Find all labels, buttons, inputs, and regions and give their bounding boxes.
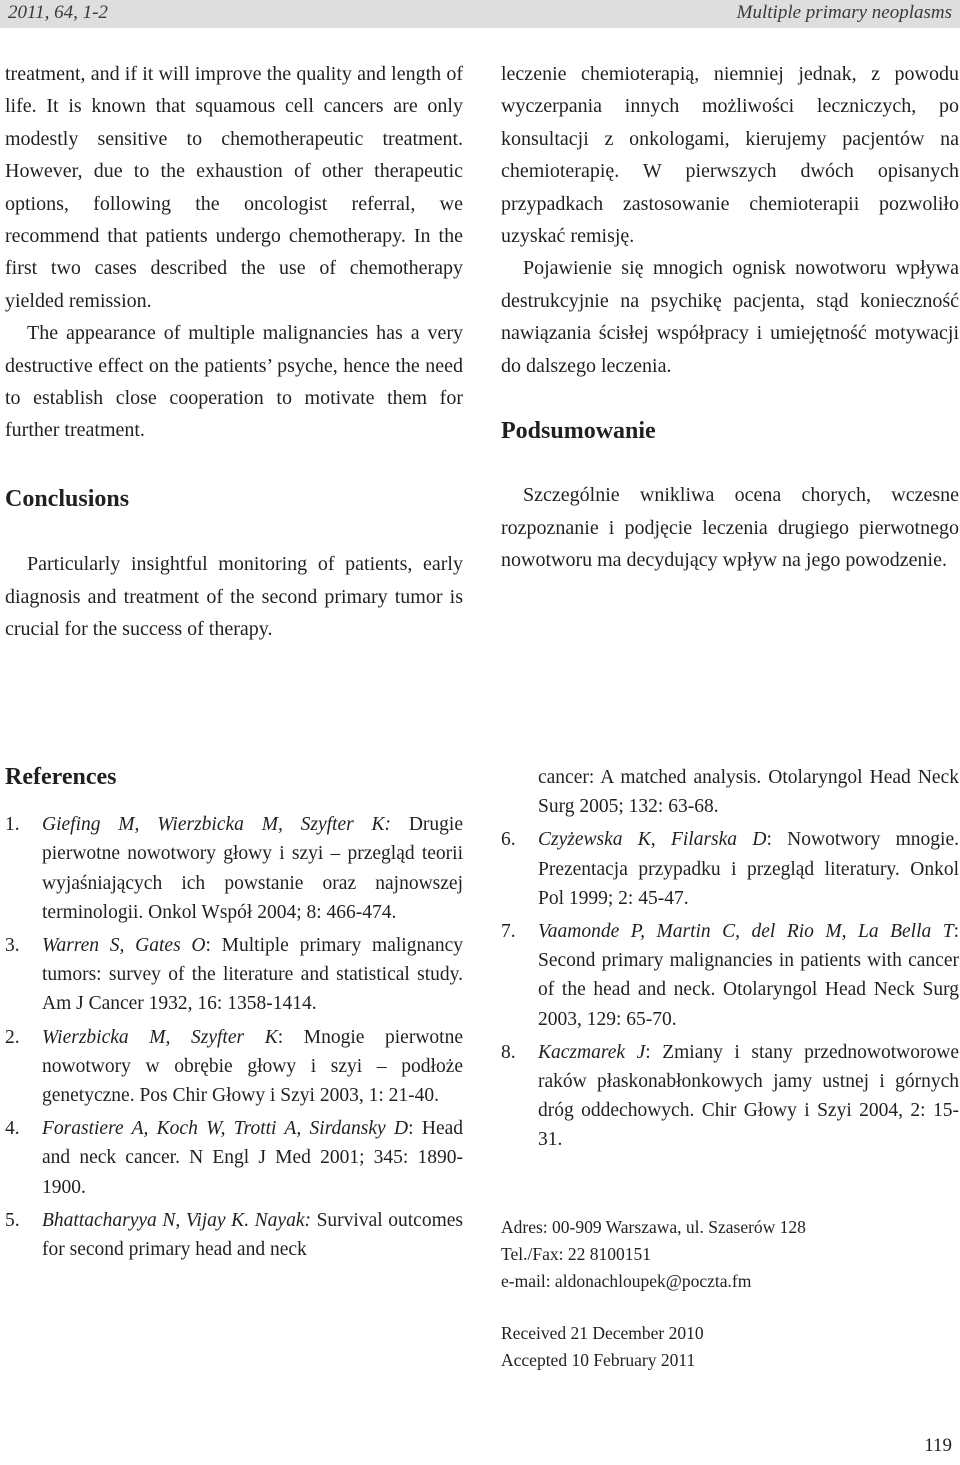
address-line: Adres: 00-909 Warszawa, ul. Szaserów 128 bbox=[501, 1217, 806, 1237]
reference-number: 5. bbox=[5, 1209, 20, 1231]
reference-item bbox=[501, 825, 959, 913]
phone-fax: Tel./Fax: 22 8100151 bbox=[501, 1244, 651, 1264]
conclusions-text: Particularly insightful monitoring of patients, early diagnosis and treatment of the second primary tumor is crucial for the success of therapy. bbox=[5, 553, 463, 641]
reference-authors: Czyżewska K, Filarska D bbox=[538, 829, 767, 851]
reference-text: Survival outcomes for second primary head and neck bbox=[42, 1209, 463, 1261]
manuscript-dates bbox=[501, 1320, 704, 1374]
reference-authors: Wierzbicka M, Szyfter K bbox=[42, 1026, 278, 1048]
reference-number: 3. bbox=[5, 935, 20, 957]
reference-authors: Warren S, Gates O bbox=[42, 935, 206, 957]
reference-text: : Multiple primary malignancy tumors: survey of the literature and statistical study. Am J Cancer 1932, 16: 1358-1414. bbox=[42, 935, 464, 1015]
right-column bbox=[501, 58, 959, 577]
running-title: Multiple primary neoplasms bbox=[736, 2, 952, 23]
reference-text: : Nowotwory mnogie. Prezentacja przypadku i przegląd literatury. Onkol Pol 1999; 2: 45-47. bbox=[538, 829, 959, 909]
reference-number: 1. bbox=[5, 814, 20, 836]
reference-number: 7. bbox=[501, 921, 516, 943]
email: e-mail: aldonachloupek@poczta.fm bbox=[501, 1271, 752, 1291]
left-paragraph-2: The appearance of multiple malignancies has a very destructive effect on the patients’ psyche, hence the need to establish close cooperation to motivate them for further treatment. bbox=[5, 322, 463, 442]
reference-authors: Bhattacharyya N, Vijay K. Nayak: bbox=[42, 1209, 311, 1231]
references-heading: References bbox=[5, 764, 117, 790]
reference-text: : Zmiany i stany przednowotworowe raków płaskonabłonkowych jamy ustnej i górnych dróg oddechowych. Chir Głowy i Szyi 2004, 2: 15-31. bbox=[538, 1041, 959, 1151]
reference-authors: Forastiere A, Koch W, Trotti A, Sirdansky D bbox=[42, 1118, 409, 1140]
reference-authors: Vaamonde P, Martin C, del Rio M, La Bella T bbox=[538, 921, 954, 943]
reference-continuation: cancer: A matched analysis. Otolaryngol Head Neck Surg 2005; 132: 63-68. bbox=[538, 767, 959, 818]
right-paragraph-2: Pojawienie się mnogich ognisk nowotworu wpływa destrukcyjnie na psychikę pacjenta, stąd konieczność nawiązania ścisłej współpracy i umiejętność motywacji do dalszego leczenia. bbox=[501, 257, 959, 377]
podsumowanie-text: Szczególnie wnikliwa ocena chorych, wczesne rozpoznanie i podjęcie leczenia drugiego pierwotnego nowotworu ma decydujący wpływ na jego powodzenie. bbox=[501, 484, 959, 572]
reference-item bbox=[5, 1023, 463, 1111]
reference-item bbox=[5, 1114, 463, 1202]
reference-number: 2. bbox=[5, 1026, 20, 1048]
reference-text: : Second primary malignancies in patients with cancer of the head and neck. Otolaryngol Head Neck Surg 2003, 129: 65-70. bbox=[538, 921, 959, 1030]
accepted-date: Accepted 10 February 2011 bbox=[501, 1350, 696, 1370]
reference-item bbox=[501, 1038, 959, 1155]
references-left bbox=[5, 763, 463, 1268]
reference-number: 6. bbox=[501, 829, 516, 851]
reference-item bbox=[501, 917, 959, 1034]
reference-number: 8. bbox=[501, 1041, 516, 1063]
conclusions-heading: Conclusions bbox=[5, 485, 130, 512]
reference-item bbox=[5, 931, 463, 1019]
reference-text: Drugie pierwotne nowotwory głowy i szyi – przegląd teorii wyjaśniających ich powstanie oraz najnowszej terminologii. Onkol Współ 2004; 8: 466-474. bbox=[42, 814, 463, 923]
reference-text: : Mnogie pierwotne nowotwory w obrębie głowy i szyi – podłoże genetyczne. Pos Chir Głowy i Szyi 2003, 1: 21-40. bbox=[42, 1026, 463, 1107]
reference-authors: Kaczmarek J bbox=[538, 1041, 646, 1063]
reference-text: : Head and neck cancer. N Engl J Med 2001; 345: 1890-1900. bbox=[42, 1118, 464, 1198]
left-column bbox=[5, 58, 463, 646]
reference-authors: Giefing M, Wierzbicka M, Szyfter K: bbox=[42, 814, 392, 836]
page-number: 119 bbox=[924, 1435, 952, 1456]
running-header bbox=[0, 0, 960, 28]
reference-number: 4. bbox=[5, 1118, 20, 1140]
reference-item bbox=[5, 1206, 463, 1264]
issue-info: 2011, 64, 1-2 bbox=[8, 2, 108, 23]
right-paragraph-1: leczenie chemioterapią, niemniej jednak, z powodu wyczerpania innych możliwości leczniczych, po konsultacji z onkologami, kierujemy pacjentów na chemioterapię. W pierwszych dwóch opisanych przypadkach zastosowanie chemioterapii pozwoliło uzyskać remisję. bbox=[501, 63, 959, 248]
correspondence-address bbox=[501, 1214, 806, 1295]
podsumowanie-heading: Podsumowanie bbox=[501, 418, 656, 445]
left-paragraph-1: treatment, and if it will improve the quality and length of life. It is known that squamous cell cancers are only modestly sensitive to chemotherapeutic treatment. However, due to the exhaustion of other therapeutic options, following the oncologist referral, we recommend that patients undergo chemotherapy. In the first two cases described the use of chemotherapy yielded remission. bbox=[5, 63, 463, 312]
received-date: Received 21 December 2010 bbox=[501, 1323, 704, 1343]
reference-item bbox=[5, 810, 463, 927]
references-right bbox=[501, 763, 959, 1159]
